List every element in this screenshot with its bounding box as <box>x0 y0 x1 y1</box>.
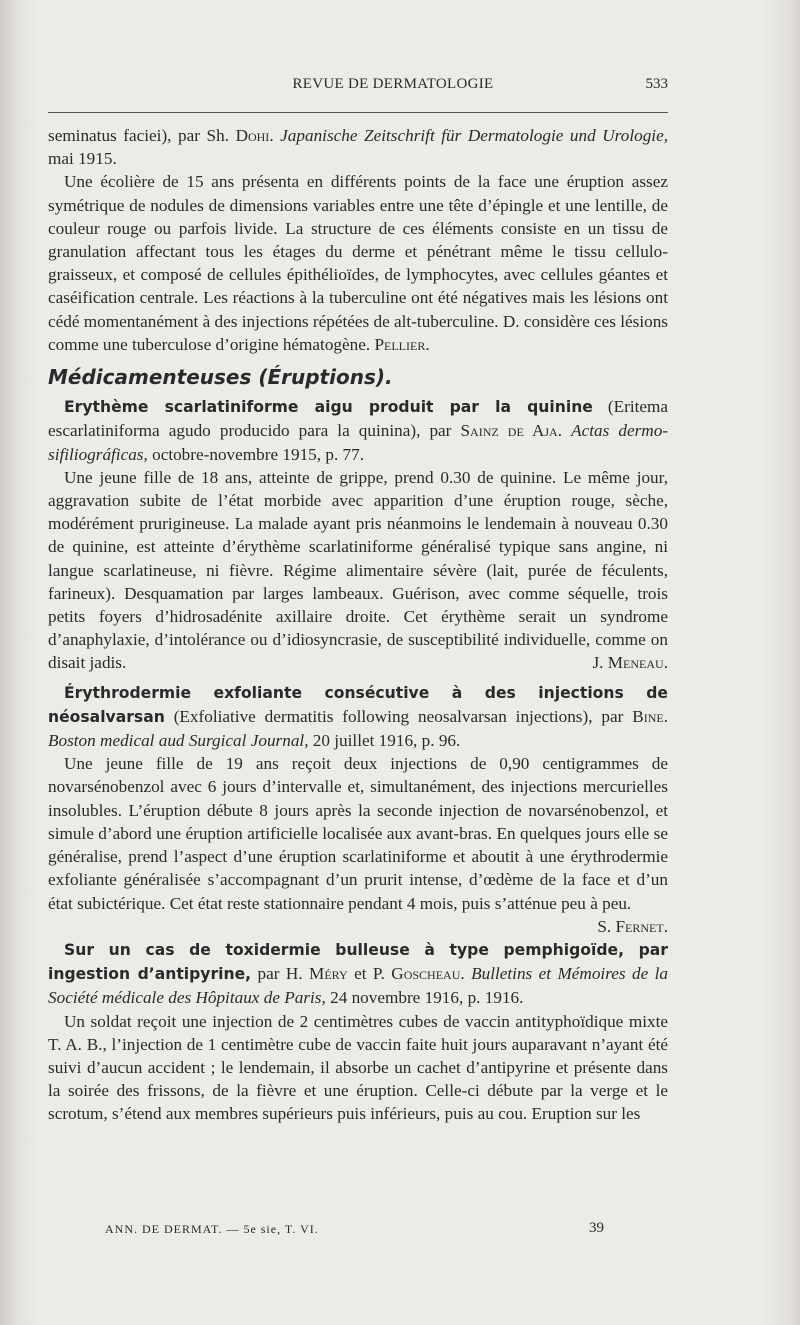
reviewer-signature: Pellier. <box>374 334 430 354</box>
entry-reference <box>48 681 668 753</box>
running-title: REVUE DE DERMATOLOGIE <box>292 76 494 92</box>
text-run: (Exfoliative dermatitis following neosalvarsan injections), par <box>164 706 633 726</box>
entry-body-text: Une jeune fille de 18 ans, atteinte de grippe, prend 0.30 de quinine. Le même jour, aggravation subite de l’état morbide avec apparition d’une éruption rouge, sèche, modérément prurigineuse. La malade ayant pris néanmoins le lendemain à nouveau 0.30 de quinine, est atteinte d’érythème scarlatiniforme généralisé typique sans angine, ni langue scarlatineuse, ni fièvre. Régime alimentaire sévère (lait, purée de féculents, farineux). Desquamation par larges lambeaux. Guérison, avec comme séquelle, trois petits foyers d’hidrosadénite axillaire droite. Cet érythème serait un syndrome d’anaphylaxie, d’intolérance ou d’idiosyncrasie, de susceptibilité individuelle, comme on disait jadis. <box>48 467 668 673</box>
header-rule <box>48 112 668 113</box>
text-run: (Eritema escarlatiniforma agudo producido para la quinina), par <box>48 397 668 441</box>
text-run: 24 novembre 1916, p. 1916. <box>325 988 524 1008</box>
text-run: octobre-novembre 1915, p. 77. <box>147 444 365 464</box>
journal-title: Actas dermo-sifiliográficas, <box>48 421 669 464</box>
author-name: Dohi <box>235 126 270 145</box>
text-run: . <box>269 126 281 145</box>
abstract-text: Une écolière de 15 ans présenta en différents points de la face une éruption assez symétrique de nodules de dimensions variables entre une tête d’épingle et une lentille, de couleur rouge ou parfois livide. La structure de ces éléments consiste en un tissu de granulation affectant tous les étages du derme et pénétrant même le tissu cellulo-graisseux, et composé de cellules épithélioïdes, de lymphocytes, avec cellules géantes et caséification centrale. Les réactions à la tuberculine ont été négatives mais les lésions ont cédé momentanément à des injections répétées de alt-tuberculine. D. considère ces lésions comme une tuberculose d’origine hématogène. <box>48 172 668 354</box>
entry-title: Sur un cas de toxidermie bulleuse à type pemphigoïde, par ingestion d’antipyrine, <box>48 940 668 984</box>
text-run: et P. <box>347 964 392 984</box>
entry-title: Erythème scarlatiniforme aigu produit par la quinine <box>64 398 593 417</box>
reviewer-signature: J. Meneau. <box>592 653 668 673</box>
signature-folio: 39 <box>589 1220 604 1236</box>
entry-title: Érythrodermie exfoliante consécutive à des injections de néosalvarsan <box>48 683 668 726</box>
author-name: Sainz de Aja <box>460 421 558 441</box>
main-text <box>48 124 668 1126</box>
signature-mark: ANN. DE DERMAT. — 5e sie, T. VI. <box>105 1222 319 1236</box>
journal-title: Bulletins et Mémoires de la Société médicale des Hôpitaux de Paris, <box>48 964 669 1008</box>
journal-title: Japanische Zeitschrift für Dermatologie und Urologie, <box>280 126 668 145</box>
text-run: . <box>557 421 572 441</box>
author-name: Bine <box>632 706 664 726</box>
page-footer <box>105 1222 625 1237</box>
page-number: 533 <box>645 76 668 92</box>
journal-title: Boston medical aud Surgical Journal, <box>48 731 309 751</box>
abstract-paragraph <box>48 170 668 356</box>
continued-reference <box>48 124 668 170</box>
text-run: mai 1915. <box>48 149 117 169</box>
page-header <box>48 76 668 98</box>
entry-body-text: Un soldat reçoit une injection de 2 centimètres cubes de vaccin antityphoïdique mixte T. A. B., l’injection de 1 centimètre cube de vaccin faite huit jours auparavant n’ayant été suivi d’aucun accident ; le lendemain, il absorbe un cachet d’antipyrine et présente dans la soirée des frissons, de la fièvre et une éruption. Celle-ci débute par la verge et le scrotum, s’étend aux membres supérieurs puis inférieurs, puis au cou. Eruption sur les <box>48 1011 668 1124</box>
entry-reference <box>48 395 668 466</box>
section-heading: Médicamenteuses (Éruptions). <box>48 365 393 390</box>
author-name: Goscheau <box>391 964 461 984</box>
reviewer-signature: S. Fernet. <box>597 916 668 936</box>
text-run: par H. <box>251 964 310 984</box>
entry-reference <box>48 938 668 1010</box>
text-run: . <box>460 964 472 984</box>
text-run: 20 juillet 1916, p. 96. <box>308 731 461 751</box>
entry-body <box>48 466 668 675</box>
text-run: seminatus faciei), par Sh. <box>48 126 236 145</box>
entry-body <box>48 752 668 936</box>
text-run: . <box>663 706 668 726</box>
entry-body <box>48 1010 668 1126</box>
entry-body-text: Une jeune fille de 19 ans reçoit deux injections de 0,90 centigrammes de novarsénobenzol avec 6 jours d’intervalle et, simultanément, des injections mercurielles insolubles. L’éruption débute 8 jours après la seconde injection de novarsénobenzol, et simule d’abord une éruption artificielle localisée aux avant-bras. En quelques jours elle se généralise, prend l’aspect d’une éruption scarlatiniforme et aboutit à une érythrodermie exfoliante généralisée s’accompagnant d’un prurit intense, d’œdème de la face et d’un état subictérique. Cet état reste stationnaire pendant 4 mois, puis s’atténue peu à peu. <box>48 754 668 913</box>
author-name: Méry <box>309 964 348 984</box>
